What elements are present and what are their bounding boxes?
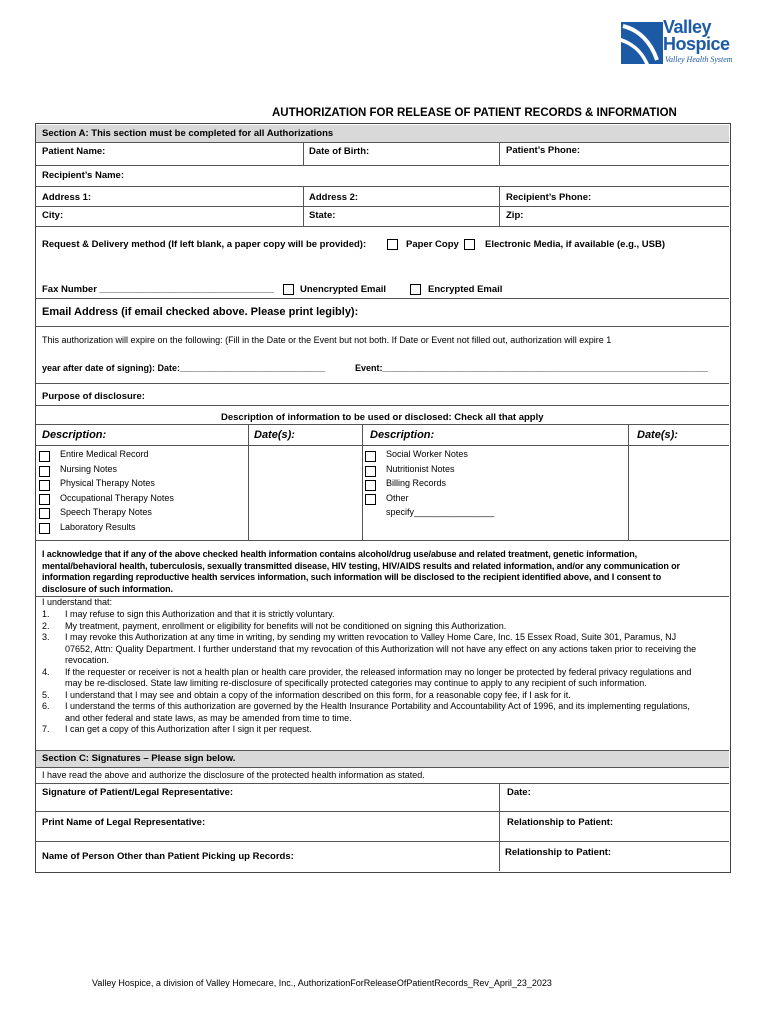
desc-col-right: Description:	[370, 429, 435, 441]
request-delivery-label: Request & Delivery method (If left blank, a paper copy will be provided):	[42, 239, 367, 250]
list-item: Nutritionist Notes	[386, 463, 455, 474]
patient-phone-label: Patient’s Phone:	[506, 145, 581, 156]
other-person-label: Name of Person Other than Patient Picking up Records:	[42, 851, 294, 862]
item-number: 3.	[42, 632, 50, 642]
print-name-label: Print Name of Legal Representative:	[42, 817, 206, 828]
nutritionist-checkbox[interactable]	[365, 466, 376, 477]
list-item: Laboratory Results	[60, 521, 136, 532]
signature-label: Signature of Patient/Legal Representative:	[42, 787, 234, 798]
logo	[619, 18, 739, 70]
list-item: Speech Therapy Notes	[60, 507, 152, 517]
ot-notes-checkbox[interactable]	[39, 494, 50, 505]
understand-list	[42, 609, 702, 736]
speech-notes-checkbox[interactable]	[39, 508, 50, 519]
section-c-header: Section C: Signatures – Please sign below.	[42, 753, 236, 764]
relationship-label-2: Relationship to Patient:	[505, 847, 612, 858]
section-a-header: Section A: This section must be completed for all Authorizations	[42, 128, 334, 139]
list-item: Social Worker Notes	[386, 449, 468, 459]
item-number: 5.	[42, 689, 50, 700]
other-checkbox[interactable]	[365, 494, 376, 505]
social-worker-checkbox[interactable]	[365, 451, 376, 462]
patient-name-label: Patient Name:	[42, 146, 106, 157]
left-items-list	[60, 449, 174, 536]
understand-item: I may refuse to sign this Authorization and that it is strictly voluntary.	[65, 609, 335, 619]
footer-text: Valley Hospice, a division of Valley Homecare, Inc., AuthorizationForReleaseOfPatientRecords_Rev_April_23_2023	[92, 978, 552, 988]
dates-col-left: Date(s):	[254, 429, 295, 441]
authorize-statement: I have read the above and authorize the disclosure of the protected health information as stated.	[42, 770, 425, 780]
unencrypted-email-label: Unencrypted Email	[300, 284, 387, 295]
expire-event-field[interactable]: Event:_________________________________________________________________	[355, 363, 708, 373]
item-number: 1.	[42, 609, 50, 619]
item-number: 6.	[42, 701, 50, 711]
item-number: 2.	[42, 620, 50, 631]
dob-label: Date of Birth:	[309, 146, 370, 157]
item-number: 4.	[42, 666, 50, 677]
email-address-label: Email Address (if email checked above. Please print legibly):	[42, 306, 359, 318]
list-item: Entire Medical Record	[60, 449, 149, 459]
list-item: Physical Therapy Notes	[60, 478, 155, 488]
understand-intro: I understand that:	[42, 597, 113, 607]
billing-checkbox[interactable]	[365, 480, 376, 491]
relationship-label-1: Relationship to Patient:	[507, 817, 614, 828]
specify-field[interactable]: specify________________	[386, 507, 495, 517]
understand-item: I understand the terms of this authorization are governed by the Health Insurance Portability and Accountability Act of 1996, and its implementing regulations, and other federal and state laws, as may be amended from time to time.	[65, 701, 690, 723]
date-label: Date:	[507, 787, 531, 798]
logo-tagline: Valley Health System	[665, 55, 733, 64]
list-item: Nursing Notes	[60, 463, 118, 474]
purpose-label: Purpose of disclosure:	[42, 391, 145, 402]
entire-record-checkbox[interactable]	[39, 451, 50, 462]
encrypted-email-label: Encrypted Email	[428, 284, 503, 295]
logo-line2: Hospice	[663, 34, 730, 54]
acknowledge-text: I acknowledge that if any of the above checked health information contains alcohol/drug use/abuse and related treatment, genetic information, mental/behavioral health, tuberculosis, sexually transmitted disease, HIV testing, HIV/AIDS results and related information, and/or any communication or information regarding reproductive health services information, such information will be disclosed to the recipient identified above, and I consent to disclosure of such information.	[42, 549, 680, 594]
address2-label: Address 2:	[309, 192, 359, 203]
fax-number-field[interactable]: Fax Number _________________________________	[42, 284, 274, 295]
dates-col-right: Date(s):	[637, 429, 678, 441]
zip-label: Zip:	[506, 210, 524, 221]
pt-notes-checkbox[interactable]	[39, 480, 50, 491]
desc-col-left: Description:	[42, 429, 107, 441]
desc-info-header: Description of information to be used or disclosed: Check all that apply	[221, 412, 544, 423]
lab-results-checkbox[interactable]	[39, 523, 50, 534]
state-label: State:	[309, 210, 336, 221]
address1-label: Address 1:	[42, 192, 92, 203]
understand-item: My treatment, payment, enrollment or eligibility for benefits will not be conditioned on signing this Authorization.	[65, 620, 507, 631]
understand-item: If the requester or receiver is not a health plan or health care provider, the released information may no longer be protected by federal privacy regulations and may be re-disclosed. State law limiting re-disclosure of specifically protected categories may continue to apply to any recipient of such information.	[65, 666, 692, 688]
paper-copy-checkbox[interactable]	[387, 239, 398, 250]
encrypted-email-checkbox[interactable]	[410, 284, 421, 295]
recipient-phone-label: Recipient’s Phone:	[506, 192, 592, 203]
electronic-media-label: Electronic Media, if available (e.g., USB)	[485, 239, 666, 250]
understand-item: I understand that I may see and obtain a copy of the information described on this form, for a reasonable copy fee, if I ask for it.	[65, 689, 571, 700]
list-item: Other	[386, 492, 409, 503]
page-title: AUTHORIZATION FOR RELEASE OF PATIENT RECORDS & INFORMATION	[272, 107, 677, 119]
logo-mark-icon	[619, 20, 665, 66]
paper-copy-label: Paper Copy	[406, 239, 459, 250]
nursing-notes-checkbox[interactable]	[39, 466, 50, 477]
city-label: City:	[42, 210, 64, 221]
item-number: 7.	[42, 724, 50, 734]
electronic-media-checkbox[interactable]	[464, 239, 475, 250]
list-item: Billing Records	[386, 478, 447, 488]
unencrypted-email-checkbox[interactable]	[283, 284, 294, 295]
right-items-list	[386, 449, 494, 522]
expire-date-field[interactable]: year after date of signing): Date:_____________________________	[42, 363, 326, 373]
understand-item: I can get a copy of this Authorization after I sign it per request.	[65, 724, 312, 734]
logo-line1: Valley	[663, 17, 712, 37]
list-item: Occupational Therapy Notes	[60, 492, 174, 503]
expire-line1: This authorization will expire on the following: (Fill in the Date or the Event but not both. If Date or Event not filled out, authorization will expire 1	[42, 335, 612, 345]
understand-item: I may revoke this Authorization at any time in writing, by sending my written revocation to Valley Home Care, Inc. 15 Essex Road, Suite 301, Paramus, NJ 07652, Attn: Quality Department. I further understand that my revocation of this Authorization will not have any effect on any actions taken prior to receiving the revocation.	[65, 632, 697, 665]
recipient-name-label: Recipient’s Name:	[42, 170, 125, 181]
